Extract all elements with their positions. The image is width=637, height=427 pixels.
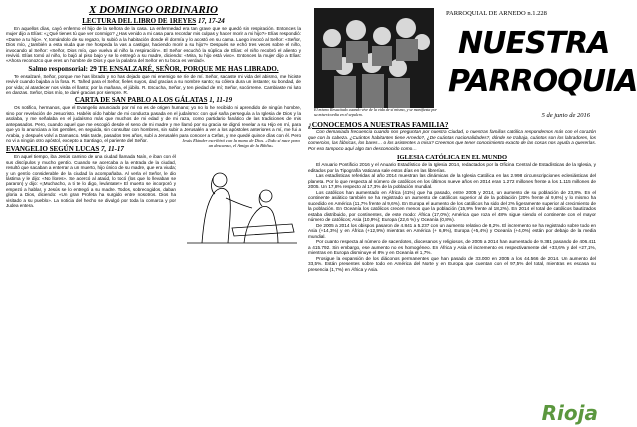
issue-date: 5 de junio de 2016 — [541, 112, 590, 119]
reading1-head: LECTURA DEL LIBRO DE 1REYES — [82, 17, 197, 25]
intro-block — [308, 129, 596, 151]
gospel-section — [6, 138, 301, 262]
stats-paragraph-2: Las estadísticas referidas al año 2014 muestran las dinámicas de la Iglesia Católica en las 2.998 circunscripciones eclesiásticas del planeta. Por lo que respecta al número de católicos en los últimos nueve años en 2014 eran 1.272 millones frente a los 1.115 millones de 2005. Un 17,8% respecto al 17,3% de la población mundial. — [308, 173, 596, 189]
parish-photo — [314, 8, 434, 108]
stats-block — [308, 162, 596, 272]
reading1-heading — [6, 17, 301, 25]
stats-paragraph-3: Los católicos han aumentado en África (41%) que ha pasado, entre 2005 y 2014, un aumento de su población de 23,8%. En el continente asiático también se ha registrado un aumento de católicos superior al de la población (20% frente al 9,6%) y lo mismo ha sucedido en América (11,7% frente al 9,6%). En Europa el aumento de los católicos ha sido del 2% ligeramente superior al crecimiento de la población. En Oceanía los católicos crecen menos que la población (15,9% frente al 18,2%). En 2014 el total de católicos bautizados estaba distribuido, por continentes, de este modo: África (17,0%); América que roza el 48% sigue siendo el continente con el mayor número de católicos; Asia (10,9%); Europa (22,6 %) y Oceanía (0,8%). — [308, 189, 596, 222]
brand-line2: PARROQUIA — [448, 64, 637, 99]
stats-paragraph-6: Prosigue la expansión de los diáconos permanentes que han pasado de 33.000 en 2005 a los 44.566 de 2014. Un aumento del 33,5%. Están presentes sobre todo en América del Norte y en Europa que cuentan con el 97,5% del total, mientras es escasa su presencia (1,7%) en África y Asia. — [308, 255, 596, 272]
brand-line1: NUESTRA — [458, 26, 610, 61]
gospel-text-block — [6, 154, 176, 208]
parish-column — [308, 4, 637, 424]
intro-text: Con demasiada frecuencia cuando nos preguntan por nuestra Ciudad, o nuestras familias católica respondemos más con el corazón que con la cabeza. ¿Cuántos habitantes tiene Arnedo?, ¿De cuántas nacionalidades?, dónde se trabaja, cuántos son los labradores, los comercios, las fábricas, los bares… o los asistentes a misa? Creemos que tener conocimiento exacto de las cosas nos ayuda a quererlas. Por eso tampoco aquí algo tan desconocido como… — [308, 129, 596, 151]
psalm-ref: Salmo responsorial: 29 — [28, 64, 99, 73]
reading2-text: Os notifico, hermanos, que el Evangelio anunciado por mí no es de origen humano; yo no lo he recibido ni aprendido de ningún hombre, sino por revelación de Jesucristo. Habéis oído hablar de mi conducta pasada en el judaísmo: con qué saña perseguía a la Iglesia de Dios y la asolaba, y me señalaba en el judaísmo más que muchos de mi edad y de mi raza, como partidario fanático de las tradiciones de mis antepasados. Pero, cuando aquel que me escogió desde el seno de mi madre y me llamó por su gracia se dignó revelar a su Hijo en mí, para que yo lo anunciara a los gentiles, en seguida, sin consultar con hombres, sin subir a Jerusalén a ver a los apóstoles anteriores a mí, me fui a Arabia, y después volví a Damasco. Más tarde, pasados tres años, subí a Jerusalén para conocer a Cefas, y me quedé quince días con él. Pero no vi a ningún otro apóstol, excepto a Santiago, el pariente del Señor. — [6, 105, 301, 143]
readings-column — [6, 4, 301, 424]
photo-caption: El mismo Resucitado cuando vive de la vida de sí mismo, y se manifiesta por su misericordia en el sepulcro. — [314, 107, 437, 117]
gospel-illustration — [182, 138, 300, 258]
gospel-text-column — [6, 144, 176, 209]
rioja-watermark: Rioja — [541, 401, 598, 425]
psalm-heading — [6, 65, 301, 73]
reading2-ref: 1, 11-19 — [207, 96, 233, 105]
people-photo-image — [314, 8, 434, 108]
liturgy-title: X DOMINGO ORDINARIO — [89, 4, 218, 16]
reading1-text-block — [6, 26, 301, 64]
reading1-ref: 17, 17-24 — [196, 17, 225, 25]
gospel-heading — [6, 145, 176, 153]
gospel-ref: 7, 11-17 — [99, 145, 124, 154]
gospel-text: En aquel tiempo, iba Jesús camino de una ciudad llamada Naín, e iban con él sus discípulos y mucho gentío. Cuando se acercaba a la entrada de la ciudad, resultó que sacaban a enterrar a un muerto, hijo único de su madre, que era viuda; y un gentío considerable de la ciudad la acompañaba. Al verla el Señor, le dio lástima y le dijo: «No llores». Se acercó al ataúd, lo tocó (los que lo llevaban se pararon) y dijo: «¡Muchacho, a ti te lo digo, levántate!» El muerto se incorporó y empezó a hablar, y Jesús se lo entregó a su madre. Todos, sobrecogidos, daban gloria a Dios, diciendo: «Un gran Profeta ha surgido entre nosotros. Dios ha visitado a su pueblo». La noticia del hecho se divulgó por toda la comarca y por Judea entera. — [6, 154, 176, 208]
stats-paragraph-5: Por cuanto respecta al número de sacerdotes, diocesanos y religiosos, de 2005 a 2014 han aumentado de 9.381 pasando de 406.411 a 415.792. Sin embargo, ese aumento no es homogéneo. En África y Asia el incremento es respectivamente del +33,6% y del +27,1%, mientras en Europa disminuye el 8% y en Oceanía el 1,7%. — [308, 239, 596, 255]
illustration-caption: Jesús Ekinder escribirá con la mano de Dios. «Todo sí nace para un descanso, el Amigo de la Biblia» — [182, 138, 300, 149]
psalm-text-block — [6, 74, 301, 96]
reading2-head: CARTA DE SAN PABLO A LOS GÁLATAS — [74, 96, 208, 105]
stats-paragraph-4: De 2005 a 2014 los obispos pasaron de 4.841 a 5.237 con un aumento relativo de 8,2%. El incremento se ha registrado sobre todo en Asia (+14,3%) y en África (+12,9%) mientras en América (+ 6,9%), Europa (+5,4%) y Oceanía (+4,0%) están por debajo de la media mundial. — [308, 222, 596, 239]
psalm-head: TE ENSALZARÉ, SEÑOR, PORQUE ME HAS LIBRADO. — [98, 64, 279, 73]
reading2-heading — [6, 96, 301, 104]
stats-paragraph-1: El Anuario Pontificio 2016 y el Anuario Estadístico de la Iglesia 2014, redactados por la Oficina Central de Estadísticas de la Iglesia, y editados por la Tipografía Vaticana sale estos días en las librerías. — [308, 162, 596, 173]
families-heading: ¿CONOCEMOS A NUESTRAS FAMILIA? — [308, 120, 449, 129]
jesus-widow-drawing — [182, 148, 300, 248]
reading1-text: En aquellos días, cayó enfermo el hijo de la señora de la casa. La enfermedad era tan grave que se quedó sin respiración. Entonces la mujer dijo a Elías: «¿Qué tienes tú que ver conmigo? ¿Has venido a mi casa para recordar mis culpas y hacer morir a mi hijo?» Elías respondió: «Dame a tu hijo». Y, tomándolo de su regazo, lo subió a la habitación donde él dormía y lo acostó en su cama. Luego invocó al Señor: «Señor, Dios mío, ¿también a esta viuda que me hospeda la vas a castigar, haciendo morir a su hijo?» Después se echó tres veces sobre el niño, invocando al Señor: «Señor, Dios mío, que vuelva al niño la respiración». El Señor escuchó la súplica de Elías: el niño recobró el aliento y revivió. Elías tomó al niño, lo bajó al piso bajo y se lo entregó a su madre, diciendo: «Mira, tu hijo está vivo». Entonces la mujer dijo a Elías: «Ahora reconozco que eres un hombre de Dios y que la palabra del Señor en tu boca es verdad». — [6, 26, 301, 64]
masthead — [308, 4, 637, 119]
church-world-heading: IGLESIA CATÓLICA EN EL MUNDO — [396, 154, 508, 161]
gospel-head: EVANGELIO SEGÚN LUCAS — [6, 145, 100, 154]
parish-number: PARROQUIAL DE ARNEDO n.1.228 — [446, 10, 547, 17]
psalm-text: Te ensalzaré, Señor, porque me has librado y no has dejado que mi enemigo se ríe de mí. Señor, sacaste mi vida del abismo, me hiciste revivir cuando bajaba a la fosa. R. Tañed para el Señor, fieles suyos, dad gracias a su nombre santo; su cólera dura un instante; su bondad, de por vida; al atardecer nos visita el llanto; por la mañana, el júbilo. R. Escucha, Señor, y ten piedad de mí; Señor, socórreme. Cambiaste mi luto en danzas. Señor, Dios mío, te daré gracias por siempre. R. — [6, 73, 301, 96]
